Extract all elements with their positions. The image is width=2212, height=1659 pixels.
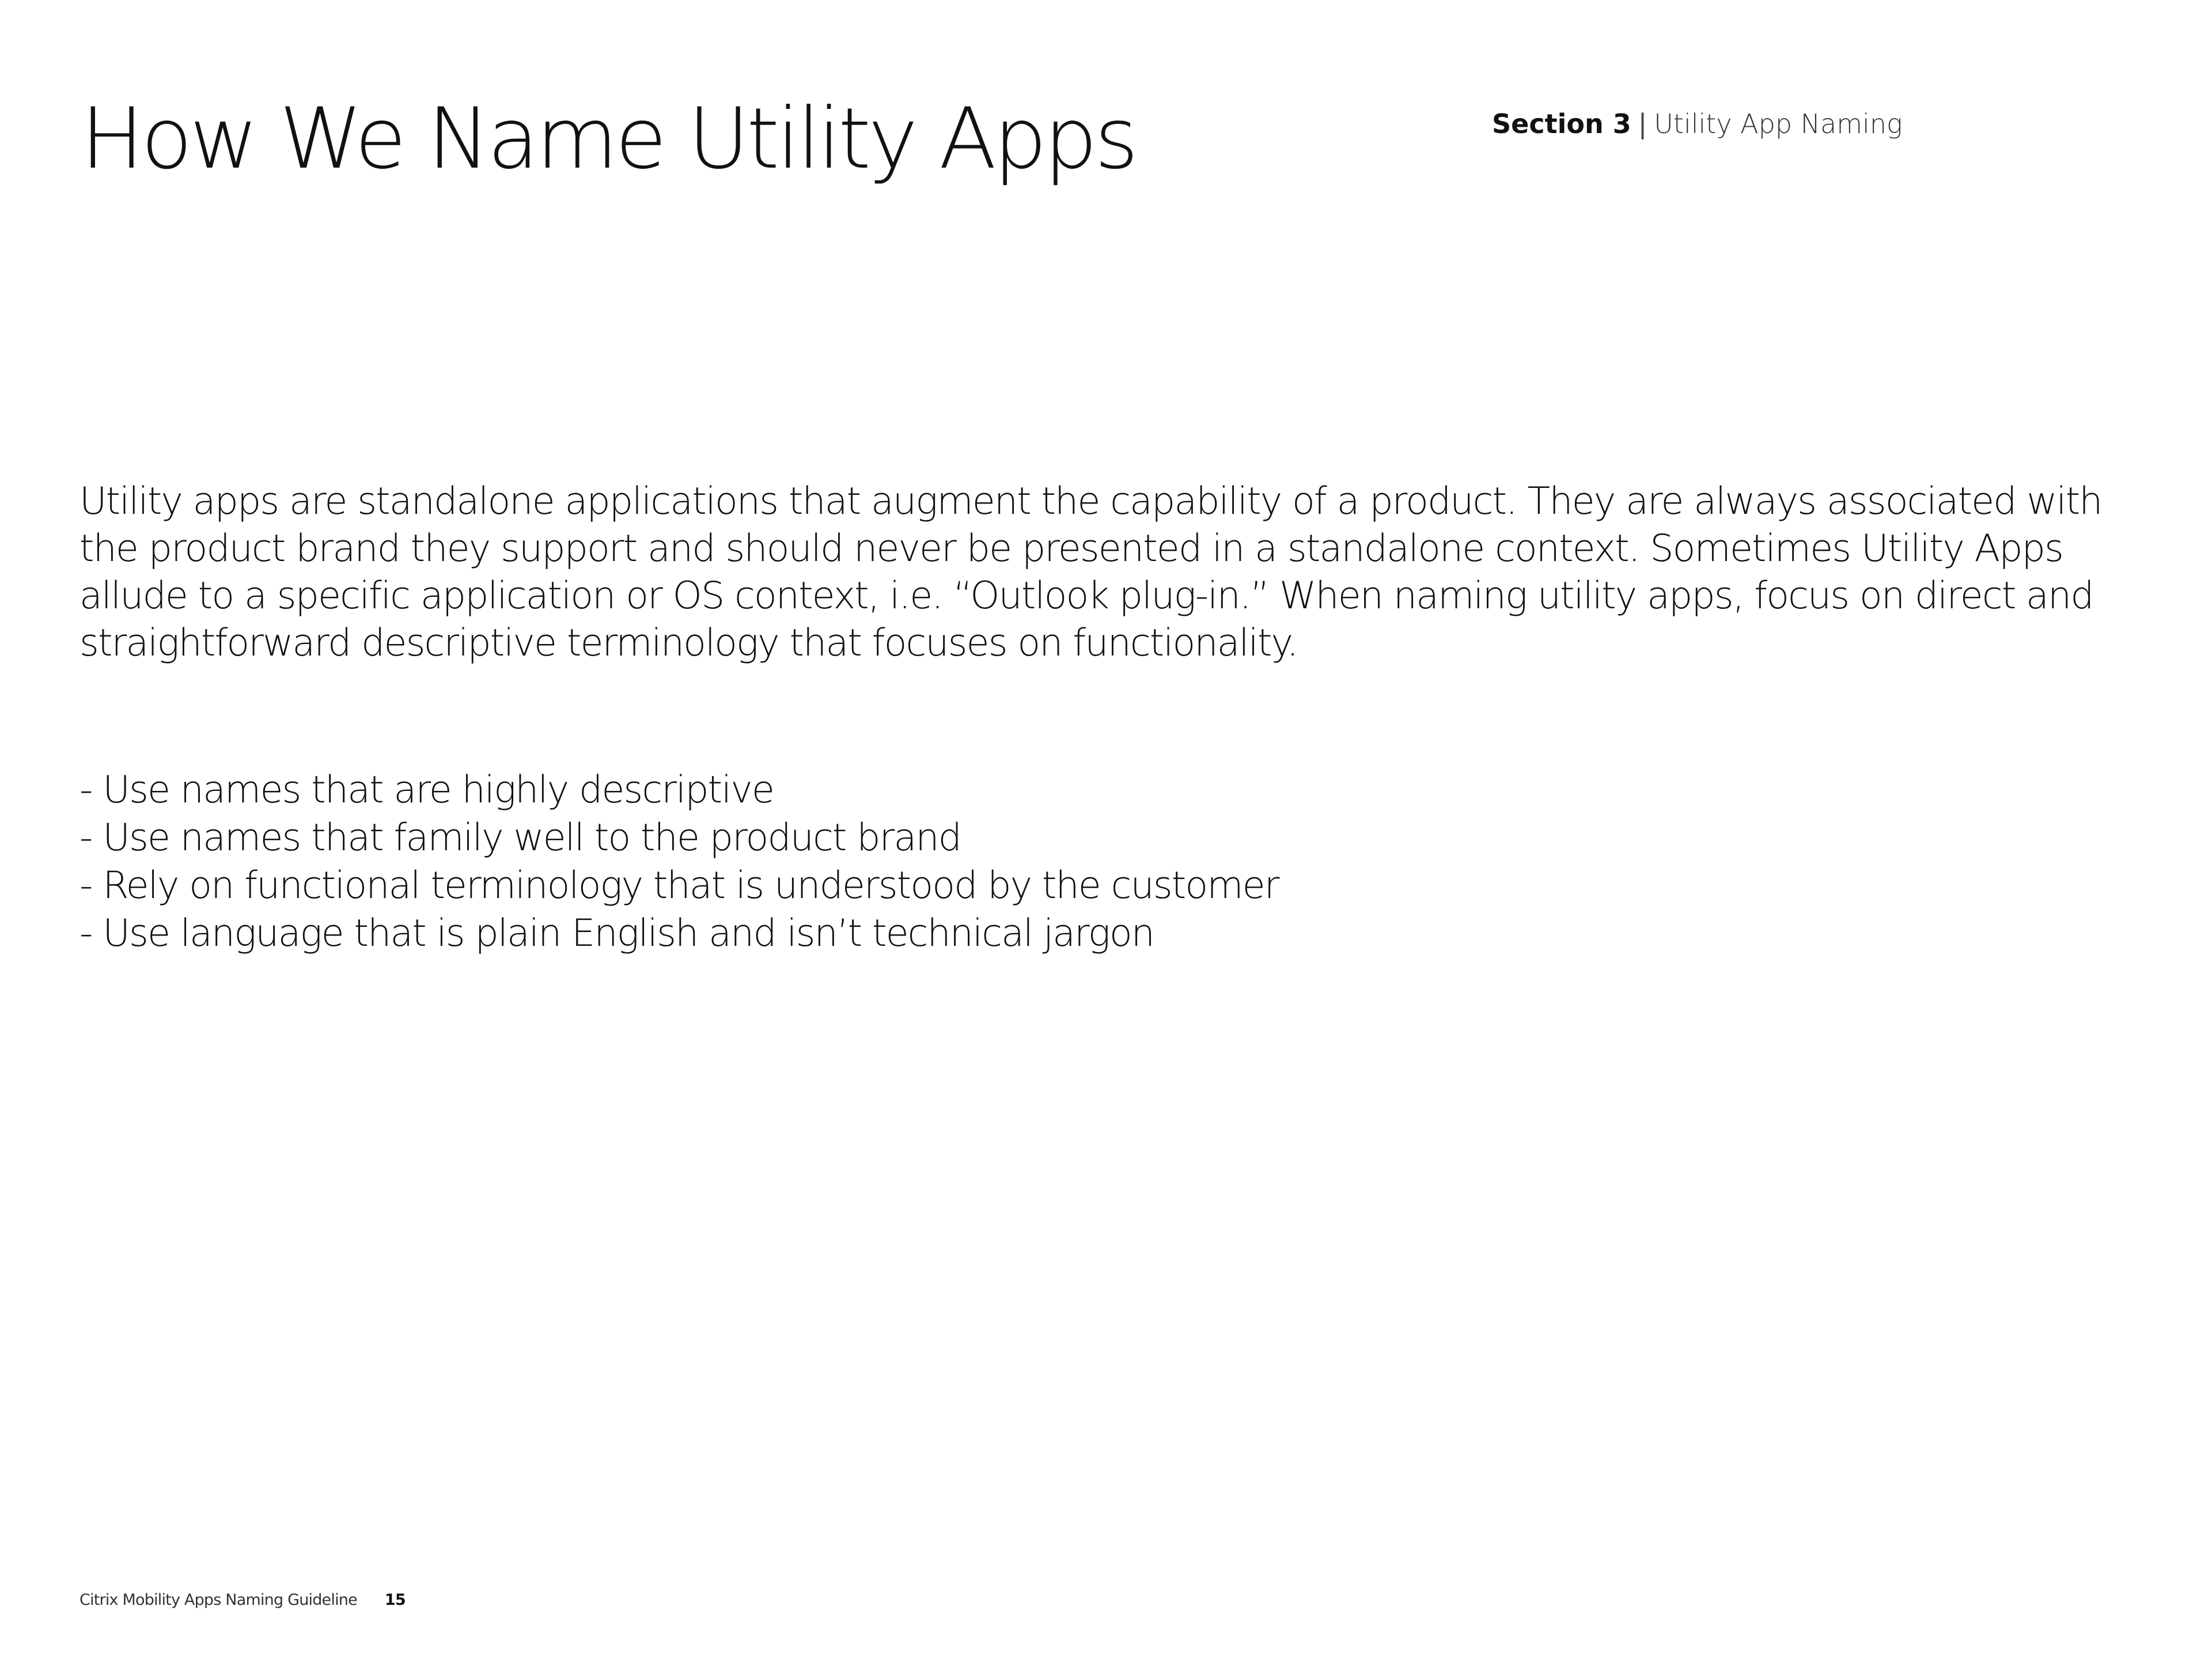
section-separator: | [1638, 108, 1647, 139]
guideline-list [79, 766, 1808, 957]
section-name: Utility App Naming [1654, 108, 1903, 139]
guideline-item: - Use language that is plain English and isn’t technical jargon [79, 912, 1154, 955]
page-title: How We Name Utility Apps [81, 90, 1136, 188]
section-header [1492, 108, 1903, 140]
document-name: Citrix Mobility Apps Naming Guideline [79, 1591, 357, 1609]
guideline-item: - Use names that family well to the product brand [79, 816, 961, 859]
intro-paragraph: Utility apps are standalone applications that augment the capability of a product. They are always associated with the product brand they support and should never be presented in a standalone context. Sometimes Utility Apps allude to a specific application or OS context, i.e. “Outlook plug-in.” When naming utility apps, focus on direct and straightforward descriptive terminology that focuses on functionality. [79, 480, 2102, 665]
page-number: 15 [384, 1591, 406, 1609]
section-number: Section 3 [1492, 108, 1631, 139]
footer [79, 1591, 406, 1609]
guideline-item: - Rely on functional terminology that is understood by the customer [79, 864, 1279, 907]
guideline-item: - Use names that are highly descriptive [79, 768, 774, 812]
